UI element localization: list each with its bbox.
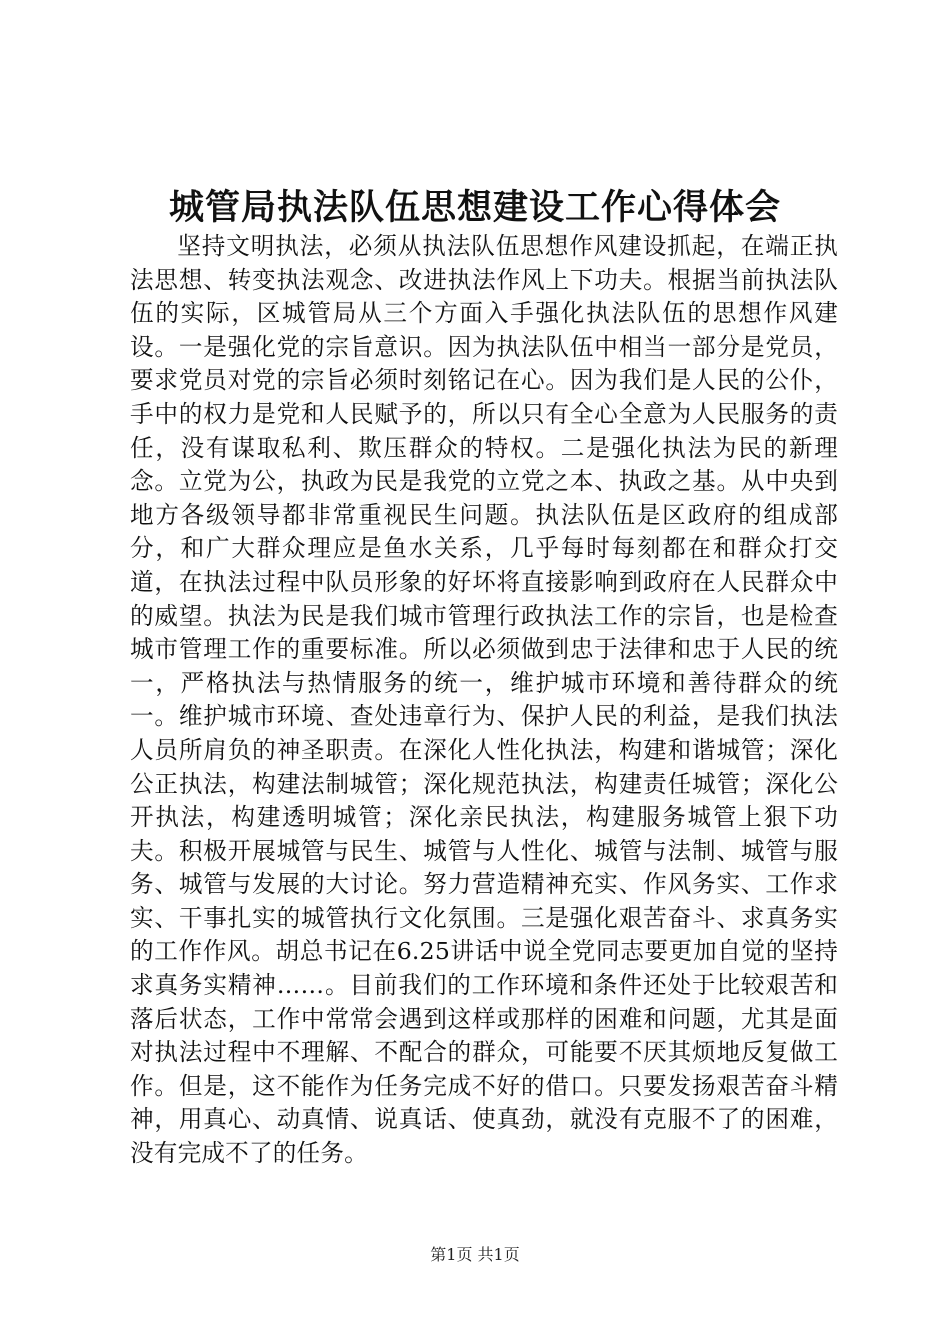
- document-body-paragraph: 坚持文明执法，必须从执法队伍思想作风建设抓起，在端正执法思想、转变执法观念、改进执法作风上下功夫。根据当前执法队伍的实际，区城管局从三个方面入手强化执法队伍的思想作风建设。一是强化党的宗旨意识。因为执法队伍中相当一部分是党员，要求党员对党的宗旨必须时刻铭记在心。因为我们是人民的公仆，手中的权力是党和人民赋予的，所以只有全心全意为人民服务的责任，没有谋取私利、欺压群众的特权。二是强化执法为民的新理念。立党为公，执政为民是我党的立党之本、执政之基。从中央到地方各级领导都非常重视民生问题。执法队伍是区政府的组成部分，和广大群众理应是鱼水关系，几乎每时每刻都在和群众打交道，在执法过程中队员形象的好坏将直接影响到政府在人民群众中的威望。执法为民是我们城市管理行政执法工作的宗旨，也是检查城市管理工作的重要标准。所以必须做到忠于法律和忠于人民的统一，严格执法与热情服务的统一，维护城市环境和善待群众的统一。维护城市环境、查处违章行为、保护人民的利益，是我们执法人员所肩负的神圣职责。在深化人性化执法，构建和谐城管；深化公正执法，构建法制城管；深化规范执法，构建责任城管；深化公开执法，构建透明城管；深化亲民执法，构建服务城管上狠下功夫。积极开展城管与民生、城管与人性化、城管与法制、城管与服务、城管与发展的大讨论。努力营造精神充实、作风务实、工作求实、干事扎实的城管执行文化氛围。三是强化艰苦奋斗、求真务实的工作作风。胡总书记在6.25讲话中说全党同志要更加自觉的坚持求真务实精神……。目前我们的工作环境和条件还处于比较艰苦和落后状态，工作中常常会遇到这样或那样的困难和问题，尤其是面对执法过程中不理解、不配合的群众，可能要不厌其烦地反复做工作。但是，这不能作为任务完成不好的借口。只要发扬艰苦奋斗精神，用真心、动真情、说真话、使真劲，就没有克服不了的困难，没有完成不了的任务。: [130, 232, 838, 1168]
- document-title: 城管局执法队伍思想建设工作心得体会: [168, 187, 781, 228]
- page-number-footer: 第1页 共1页: [430, 1245, 520, 1264]
